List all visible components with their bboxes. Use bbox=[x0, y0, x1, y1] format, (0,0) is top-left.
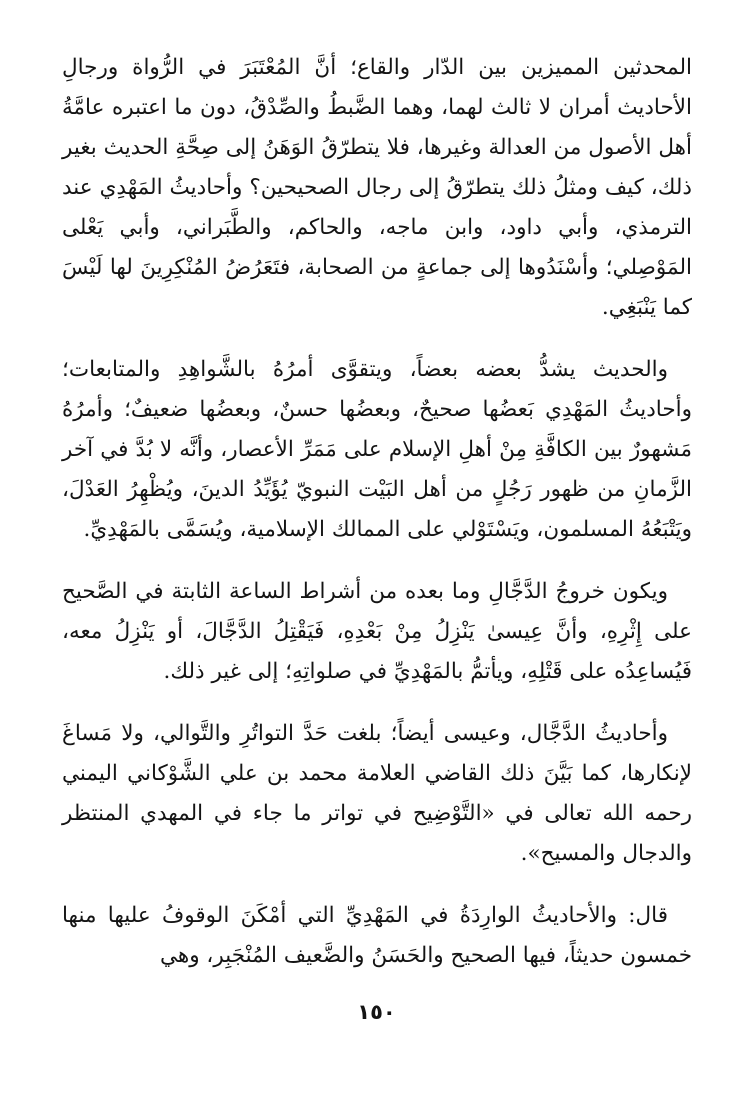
paragraph-5: قال: والأحاديثُ الوارِدَةُ في المَهْدِيِّ التي أمْكَنَ الوقوفُ عليها منها خمسون حديثاً، فيها الصحيح والحَسَنُ والضَّعيف المُنْجَبِر، وهي bbox=[62, 903, 692, 968]
paragraph-2: والحديث يشدُّ بعضه بعضاً، ويتقوَّى أمرُهُ بالشَّواهِدِ والمتابعات؛ وأحاديثُ المَهْدِي بَعضُها صحيحٌ، وبعضُها حسنٌ، وبعضُها ضعيفٌ؛ وأمرُهُ مَشهورٌ بين الكافَّةِ مِنْ أهلِ الإسلام على مَمَرِّ الأعصار، وأنَّه لا بُدَّ في آخر الزَّمانِ من ظهور رَجُلٍ من أهل البَيْت النبويّ يُؤَيِّدُ الدينَ، ويُظْهِرُ العَدْلَ، ويَتْبَعُهُ المسلمون، ويَسْتَوْلي على الممالك الإسلامية، ويُسَمَّى بالمَهْدِيِّ. bbox=[62, 357, 692, 542]
page-number: ١٥٠ bbox=[357, 1000, 396, 1024]
page-body bbox=[62, 48, 692, 998]
paragraph-3: ويكون خروجُ الدَّجَّالِ وما بعده من أشراط الساعة الثابتة في الصَّحيح على إِثْرِهِ، وأنَّ عِيسىٰ يَنْزِلُ مِنْ بَعْدِهِ، فَيَقْتِلُ الدَّجَّالَ، أو يَنْزِلُ معه، فَيُساعِدُه على قَتْلِهِ، ويأتمُّ بالمَهْدِيِّ في صلواتِهِ؛ إلى غير ذلك. bbox=[62, 579, 692, 684]
paragraph-4: وأحاديثُ الدَّجَّال، وعيسى أيضاً؛ بلغت حَدَّ التواتُرِ والتَّوالي، ولا مَساغَ لإنكارها، كما بَيَّنَ ذلك القاضي العلامة محمد بن علي الشَّوْكاني اليمني رحمه الله تعالى في «التَّوْضِيح في تواتر ما جاء في المهدي المنتظر والدجال والمسيح». bbox=[62, 721, 692, 866]
paragraph-1: المحدثين المميزين بين الدّار والقاع؛ أنَّ المُعْتَبَرَ في الرُّواة ورجالِ الأحاديث أمران لا ثالث لهما، وهما الضَّبطُ والصِّدْقُ، دون ما اعتبره عامَّةُ أهل الأصول من العدالة وغيرها، فلا يتطرّقُ الوَهَنُ إلى صِحَّةِ الحديث بغير ذلك، كيف ومثلُ ذلك يتطرّقُ إلى رجال الصحيحين؟ وأحاديثُ المَهْدِي عند الترمذي، وأبي داود، وابن ماجه، والحاكم، والطَّبَراني، وأبي يَعْلى المَوْصِلي؛ وأسْنَدُوها إلى جماعةٍ من الصحابة، فتَعَرُضُ المُنْكِرِينَ لها لَيْسَ كما يَنْبَغِي. bbox=[62, 55, 692, 320]
